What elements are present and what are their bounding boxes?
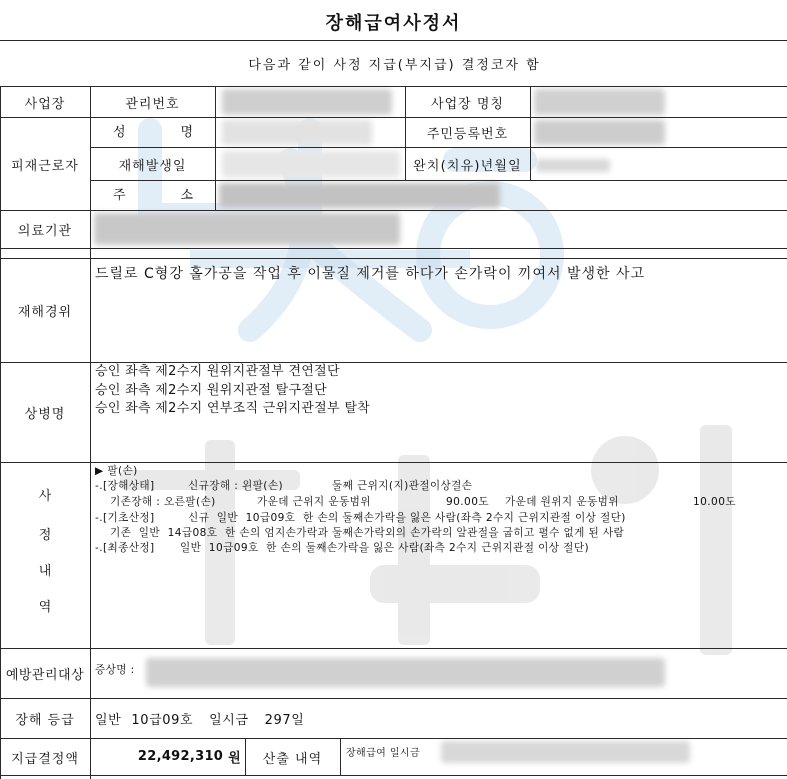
status-new-detail: 둘째 근위지(지)관절이상결손	[332, 480, 473, 492]
management-no-label: 관리번호	[125, 96, 180, 112]
status-existing-item: 가운데 근위지 운동범위	[257, 496, 371, 508]
assessment-label-char: 내	[38, 564, 52, 579]
table-line	[0, 648, 787, 649]
diagnosis-item: 승인 좌측 제2수지 연부조직 근위지관절부 탈착	[95, 401, 371, 416]
accident-description: 드릴로 C형강 홀가공을 작업 후 이물질 제거를 하다가 손가락이 끼여서 발생한 사고	[95, 266, 646, 282]
assessment-label-char: 역	[38, 600, 52, 615]
injured-worker-label: 피재근로자	[11, 158, 79, 174]
title-divider	[0, 40, 787, 41]
final-tag: -.[최종산정]	[95, 542, 155, 554]
worker-name-label: 성 명	[113, 125, 193, 140]
initial-new: 신규 일반 10급09호 한 손의 둘째손가락을 잃은 사람(좌측 2수지 근위지관절 이상 절단)	[188, 512, 626, 524]
grade-payment-type: 일시금	[209, 712, 249, 728]
grade-code: 10급09호	[131, 712, 194, 728]
table-line	[530, 86, 531, 180]
symptom-label: 증상명 :	[95, 664, 135, 676]
address-label: 주 소	[113, 188, 193, 203]
table-line	[0, 248, 787, 249]
grade-days: 297일	[264, 712, 305, 728]
recovery-date-label: 완치(치유)년월일	[413, 158, 522, 174]
workplace-name-label: 사업장 명칭	[431, 96, 504, 112]
calculation-item: 장해급여 일시금	[346, 748, 420, 759]
calculation-label: 산출 내역	[262, 751, 323, 767]
payment-amount-value: 22,492,310	[137, 749, 224, 764]
accident-history-label: 재해경위	[17, 305, 73, 320]
redacted-value	[441, 741, 690, 763]
diagnosis-item: 승인 좌측 제2수지 원위지관절 탈구절단	[95, 382, 328, 398]
redacted-value	[534, 120, 665, 145]
redacted-value	[222, 89, 392, 115]
redacted-value	[219, 183, 500, 208]
redacted-value	[536, 159, 610, 172]
final-result: 일반 10급09호 한 손의 둘째손가락을 잃은 사람(좌측 2수지 근위지관절 이상 절단)	[180, 542, 589, 554]
diagnosis-list	[95, 363, 370, 419]
redacted-value	[534, 89, 665, 115]
table-line	[0, 775, 787, 776]
redacted-value	[222, 120, 372, 145]
table-line	[0, 258, 787, 259]
document-subtitle: 다음과 같이 사정 지급(부지급) 결정코자 함	[248, 58, 541, 73]
document-title: 장해급여사정서	[325, 13, 462, 34]
status-existing-value: 10.00도	[693, 496, 736, 508]
diagnosis-label: 상병명	[24, 407, 66, 422]
redacted-value	[94, 213, 400, 245]
disability-grade-label: 장해 등급	[15, 713, 75, 728]
workplace-label: 사업장	[24, 96, 66, 112]
redacted-value	[146, 658, 665, 687]
initial-tag: -.[기초산정]	[95, 512, 155, 524]
grade-type: 일반	[95, 712, 122, 728]
status-existing-value: 90.00도	[446, 496, 489, 508]
payment-amount-unit: 원	[228, 751, 241, 766]
status-existing: 기존장해 : 오른팔(손)	[110, 496, 216, 508]
status-new: 신규장해 : 왼팔(손)	[188, 480, 284, 492]
resident-no-label: 주민등록번호	[426, 127, 509, 142]
disability-grade-value	[95, 698, 314, 738]
prevention-target-label: 예방관리대상	[5, 668, 85, 683]
assessment-label-char: 사	[38, 489, 52, 504]
assessment-body-part: ▶ 팔(손)	[95, 465, 138, 477]
accident-date-label: 재해발생일	[118, 158, 187, 174]
medical-institution-label: 의료기관	[17, 224, 73, 239]
table-line	[340, 738, 341, 775]
assessment-label-char: 정	[38, 528, 52, 543]
diagnosis-item: 승인 좌측 제2수지 원위지관절부 견연절단	[95, 364, 340, 379]
status-tag: -.[장해상태]	[95, 480, 155, 492]
payment-amount-label: 지급결정액	[11, 751, 79, 767]
payment-amount	[90, 738, 241, 775]
table-line	[0, 210, 787, 211]
table-line	[215, 86, 216, 210]
status-existing-item: 가운데 원위지 운동범위	[505, 496, 619, 508]
initial-existing: 기존 일반 14급08호 한 손의 엄지손가락과 둘째손가락외의 손가락의 알관절을 굽히고 펼수 없게 된 사람	[110, 527, 625, 539]
redacted-value	[222, 151, 400, 177]
